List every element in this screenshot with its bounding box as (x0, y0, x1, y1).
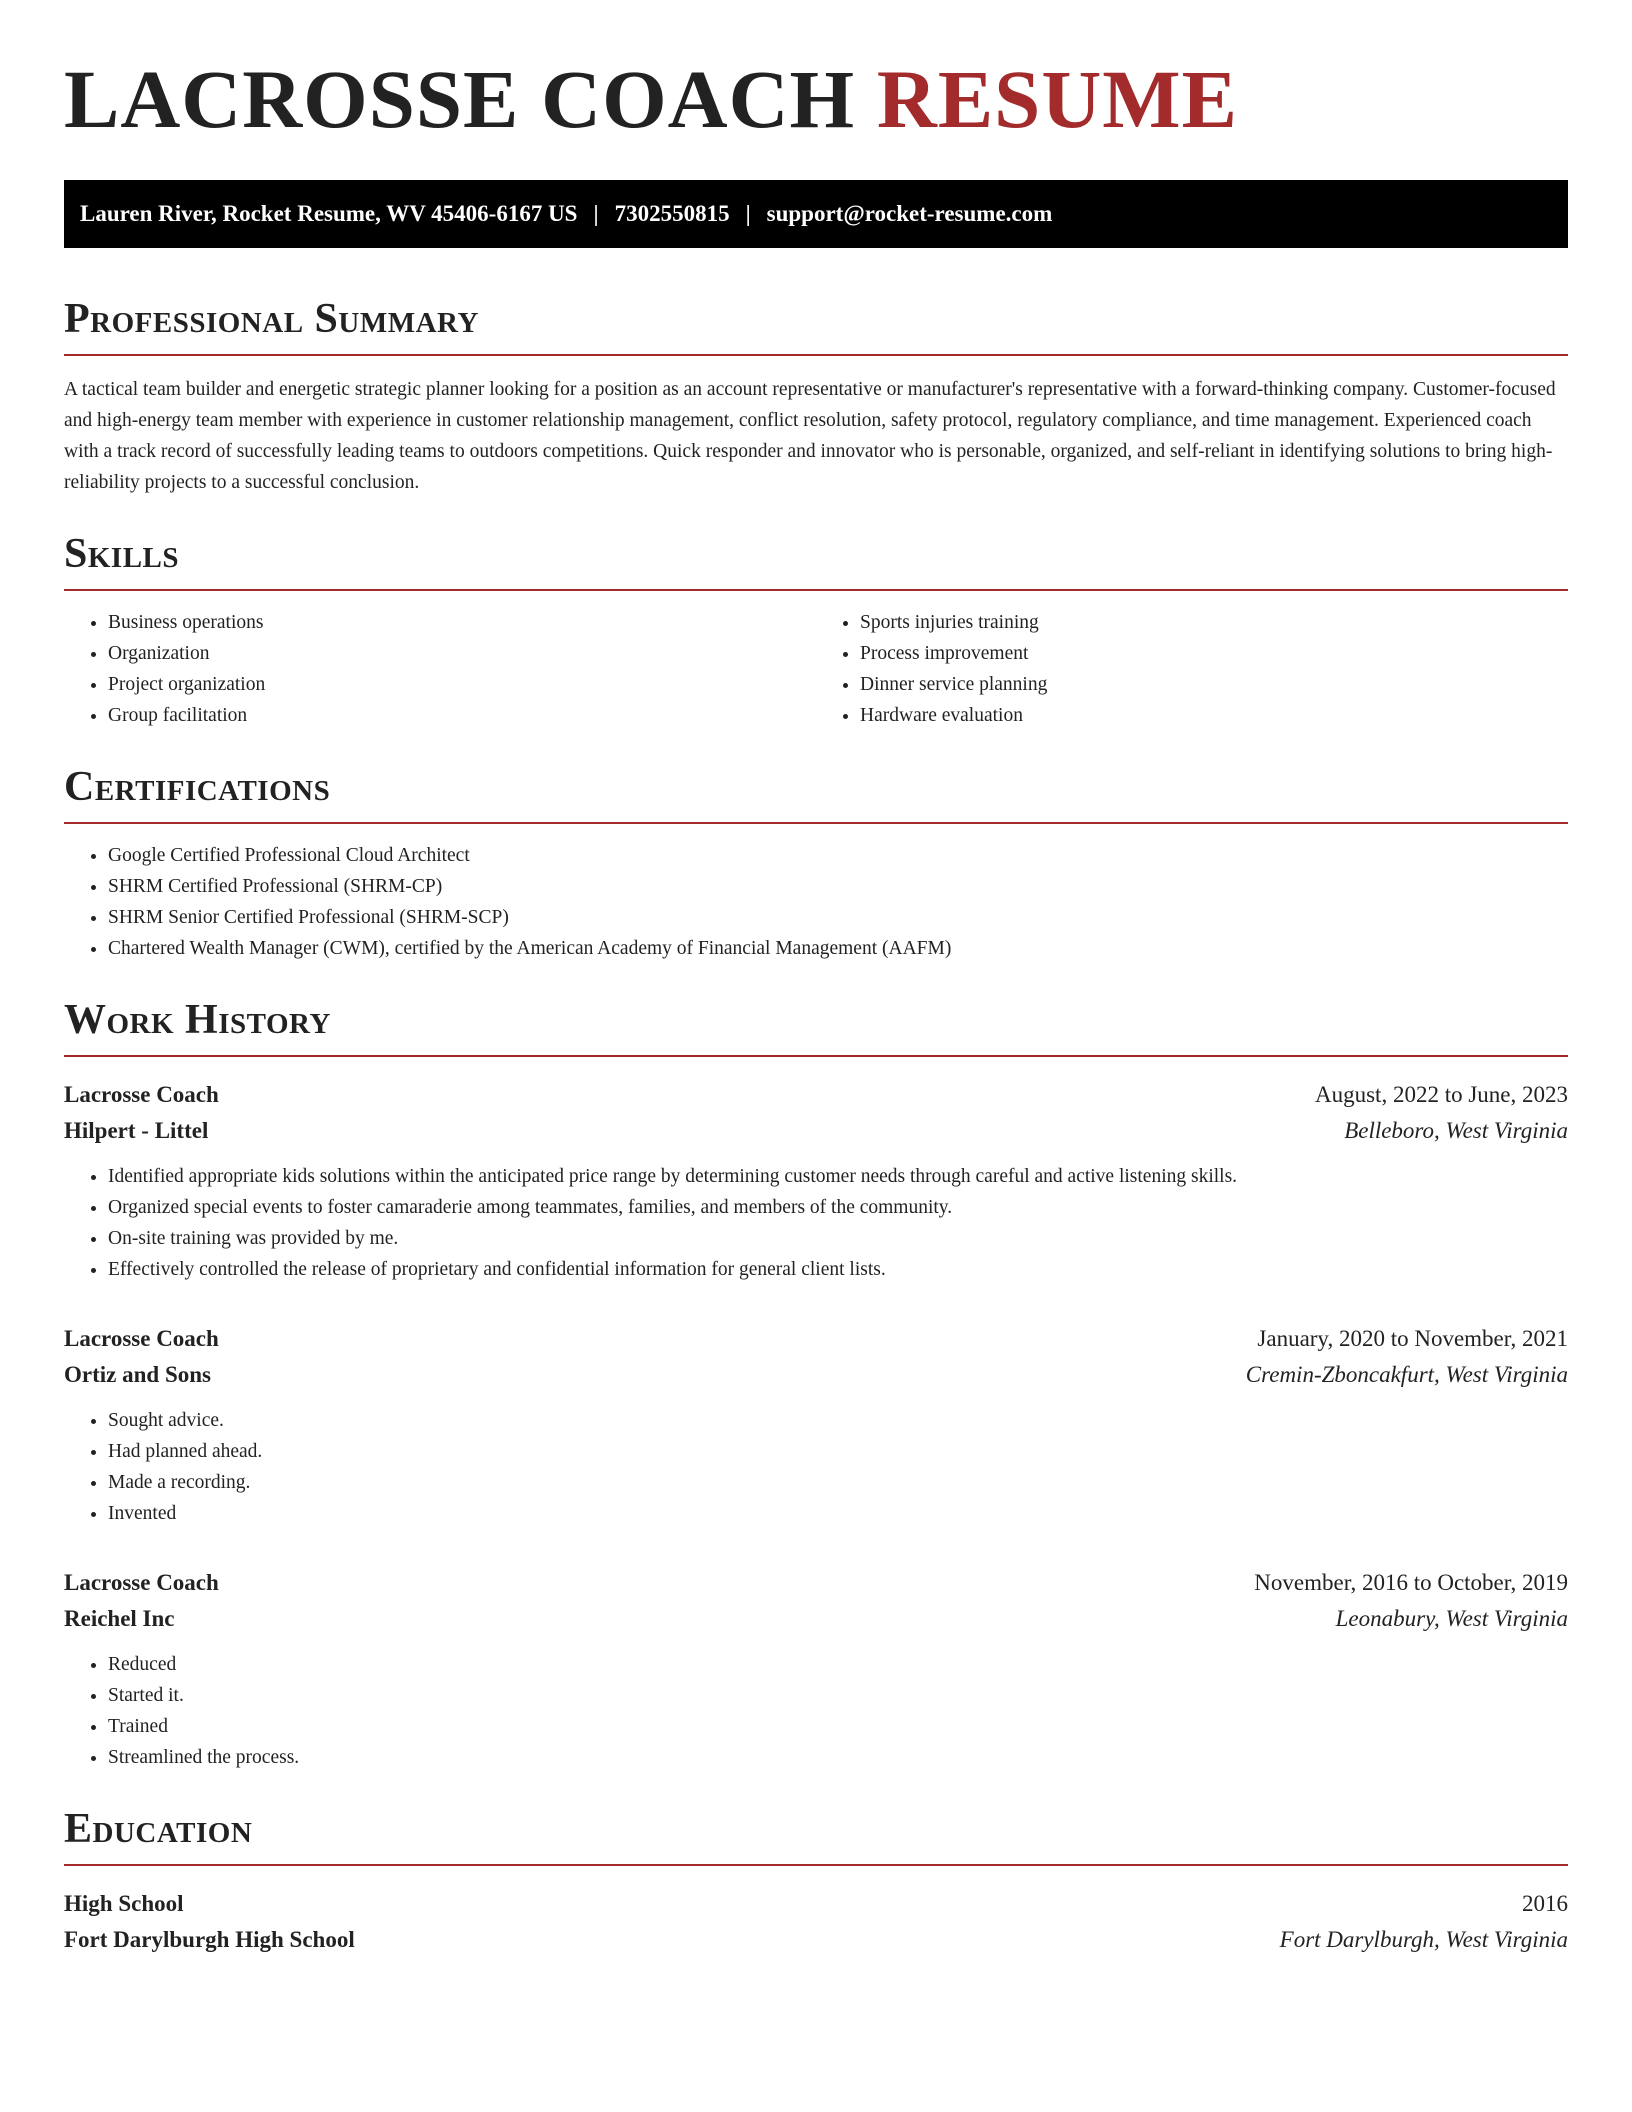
education-location: Fort Darylburgh, West Virginia (1279, 1927, 1568, 1952)
summary-heading: Professional Summary (64, 298, 1568, 356)
title-accent: RESUME (876, 53, 1238, 145)
resume-title (64, 53, 1568, 148)
job-subheader (64, 1113, 1568, 1149)
title-main: LACROSSE COACH (64, 53, 856, 145)
contact-separator: | (745, 201, 751, 226)
job-duty: • Effectively controlled the release of proprietary and confidential information for general client lists. (108, 1254, 1568, 1285)
job-duties (64, 1161, 1568, 1285)
skill-item: • Process improvement (860, 638, 1568, 669)
certification-item: • Chartered Wealth Manager (CWM), certified by the American Academy of Financial Management (AAFM) (108, 933, 1568, 964)
job-company: Reichel Inc (64, 1606, 175, 1631)
job-duty: • Identified appropriate kids solutions within the anticipated price range by determining customer needs through careful and active listening skills. (108, 1161, 1568, 1192)
education-entry (64, 1886, 1568, 1958)
job-duty: • Had planned ahead. (108, 1436, 1568, 1467)
skill-item: • Hardware evaluation (860, 700, 1568, 731)
job-location: Leonabury, West Virginia (1335, 1606, 1568, 1631)
skill-item: • Organization (108, 638, 816, 669)
job-duty: • Organized special events to foster camaraderie among teammates, families, and members of the community. (108, 1192, 1568, 1223)
job-duty: • Sought advice. (108, 1405, 1568, 1436)
skills-list (64, 591, 1568, 731)
job-header (64, 1321, 1568, 1357)
job-header (64, 1565, 1568, 1601)
job-entry (64, 1565, 1568, 1773)
job-duty: • Made a recording. (108, 1467, 1568, 1498)
job-subheader (64, 1357, 1568, 1393)
job-subheader (64, 1601, 1568, 1637)
contact-email: support@rocket-resume.com (766, 201, 1053, 226)
skills-column-left (64, 607, 816, 731)
education-degree: High School (64, 1891, 184, 1916)
job-title: Lacrosse Coach (64, 1326, 219, 1351)
summary-text: A tactical team builder and energetic strategic planner looking for a position as an account representative or manufacturer's representative with a forward-thinking company. Customer-focused and high-energy team member with experience in customer relationship management, conflict resolution, safety protocol, regulatory compliance, and time management. Experienced coach with a track record of successfully leading teams to outdoors competitions. Quick responder and innovator who is personable, organized, and self-reliant in identifying solutions to bring high-reliability projects to a successful conclusion. (64, 379, 1556, 493)
skill-item: • Dinner service planning (860, 669, 1568, 700)
job-location: Cremin-Zboncakfurt, West Virginia (1245, 1362, 1568, 1387)
contact-address: Lauren River, Rocket Resume, WV 45406-6167 US (80, 201, 578, 226)
education-year: 2016 (1522, 1891, 1568, 1916)
skill-item: • Project organization (108, 669, 816, 700)
job-entry (64, 1321, 1568, 1529)
skills-column-right (816, 607, 1568, 731)
contact-separator: | (593, 201, 599, 226)
education-school: Fort Darylburgh High School (64, 1927, 355, 1952)
job-title: Lacrosse Coach (64, 1570, 219, 1595)
job-company: Ortiz and Sons (64, 1362, 211, 1387)
work-history-heading: Work History (64, 999, 1568, 1057)
job-duty: • Started it. (108, 1680, 1568, 1711)
job-duty: • Streamlined the process. (108, 1742, 1568, 1773)
skill-item: • Business operations (108, 607, 816, 638)
education-subheader (64, 1922, 1568, 1958)
contact-bar (64, 180, 1568, 248)
job-dates: November, 2016 to October, 2019 (1254, 1570, 1568, 1595)
certification-item: • Google Certified Professional Cloud Architect (108, 840, 1568, 871)
job-dates: August, 2022 to June, 2023 (1315, 1082, 1568, 1107)
certification-item: • SHRM Senior Certified Professional (SHRM-SCP) (108, 902, 1568, 933)
job-location: Belleboro, West Virginia (1344, 1118, 1568, 1143)
job-duty: • Trained (108, 1711, 1568, 1742)
contact-phone: 7302550815 (614, 201, 730, 226)
certification-item: • SHRM Certified Professional (SHRM-CP) (108, 871, 1568, 902)
education-header (64, 1886, 1568, 1922)
education-heading: Education (64, 1808, 1568, 1866)
job-title: Lacrosse Coach (64, 1082, 219, 1107)
skill-item: • Group facilitation (108, 700, 816, 731)
job-company: Hilpert - Littel (64, 1118, 209, 1143)
skill-item: • Sports injuries training (860, 607, 1568, 638)
job-duty: • Invented (108, 1498, 1568, 1529)
job-duty: • Reduced (108, 1649, 1568, 1680)
skills-heading: Skills (64, 533, 1568, 591)
job-header (64, 1077, 1568, 1113)
certifications-heading: Certifications (64, 766, 1568, 824)
certifications-list (64, 840, 1568, 964)
job-duties (64, 1649, 1568, 1773)
job-duties (64, 1405, 1568, 1529)
job-duty: • On-site training was provided by me. (108, 1223, 1568, 1254)
job-dates: January, 2020 to November, 2021 (1257, 1326, 1568, 1351)
job-entry (64, 1077, 1568, 1285)
